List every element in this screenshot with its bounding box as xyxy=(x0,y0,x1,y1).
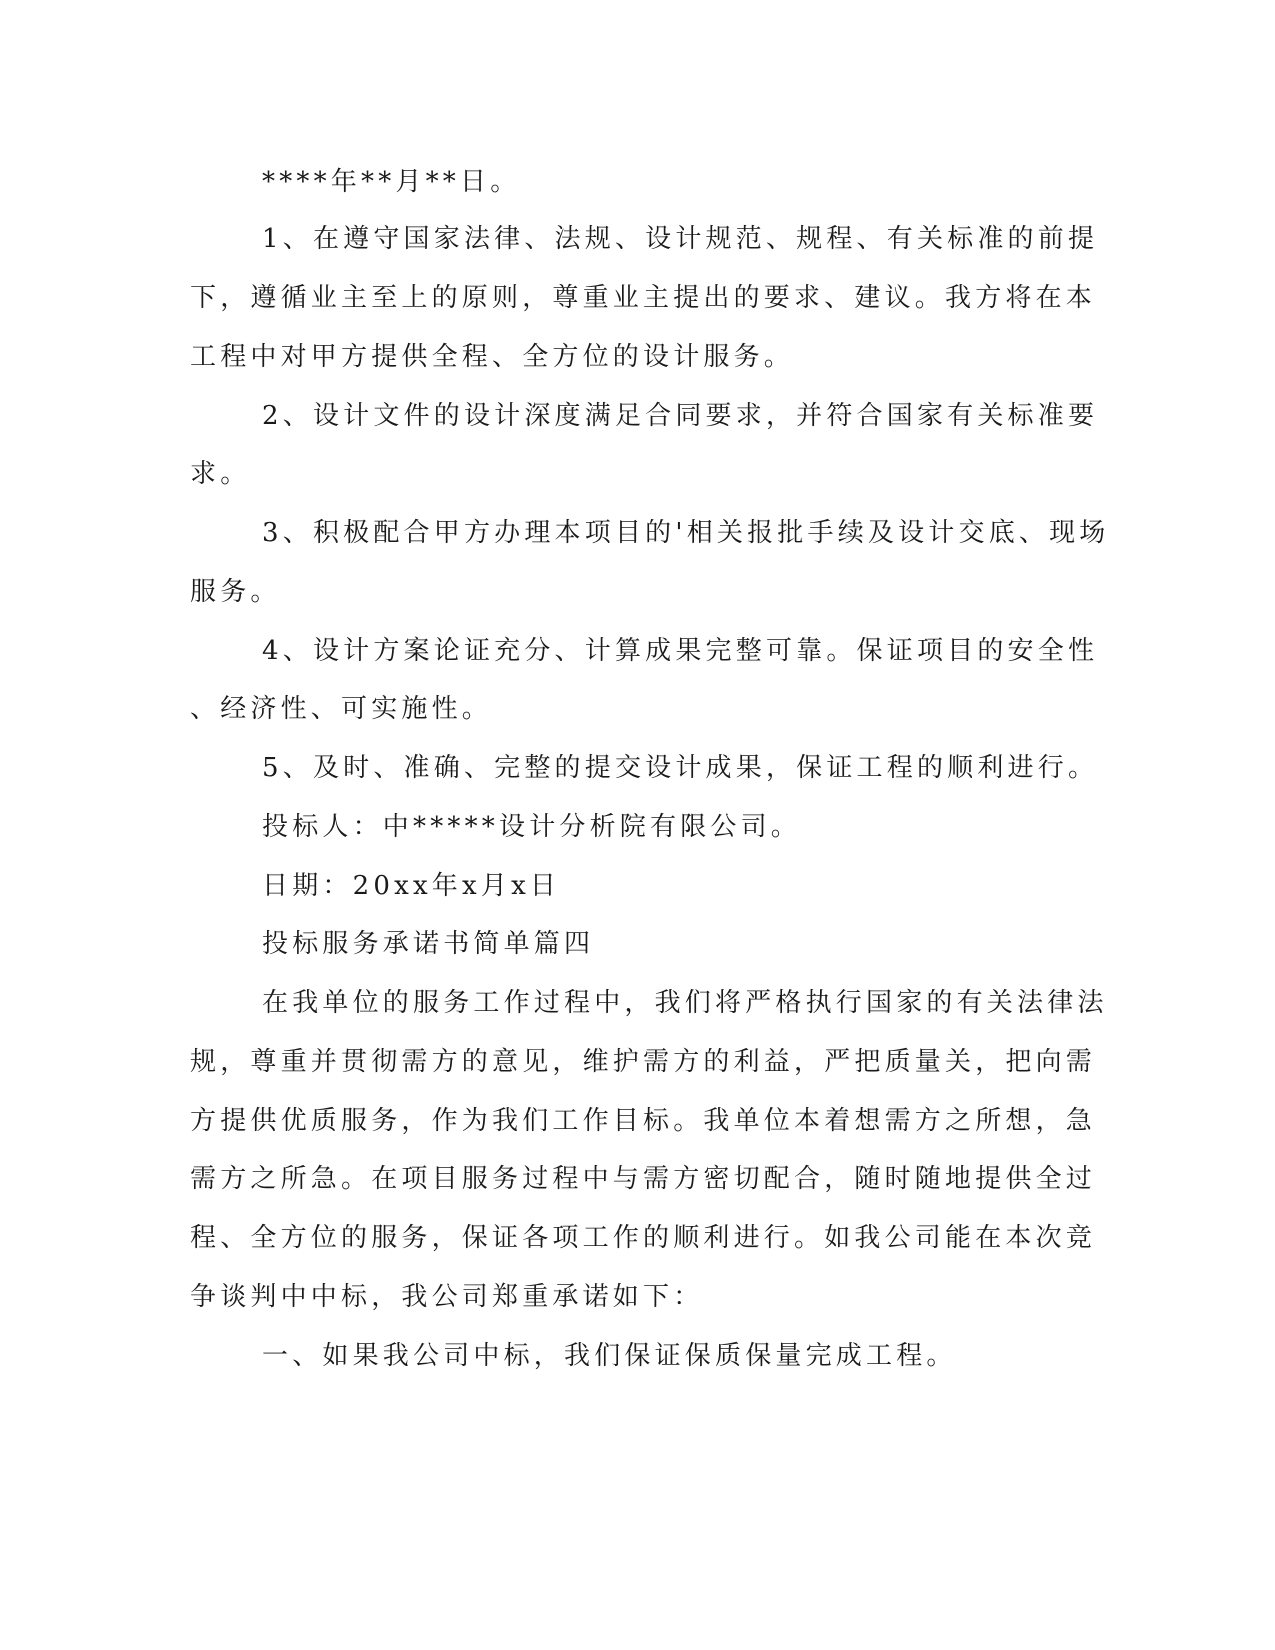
signature-date-line: 日期：20xx年x月x日 xyxy=(262,871,561,901)
paragraph-line: 程、全方位的服务，保证各项工作的顺利进行。如我公司能在本次竞 xyxy=(190,1223,1097,1253)
date-line: ****年**月**日。 xyxy=(262,167,521,197)
paragraph-line: 2、设计文件的设计深度满足合同要求，并符合国家有关标准要 xyxy=(262,401,1099,431)
paragraph-line: 争谈判中中标，我公司郑重承诺如下： xyxy=(190,1282,704,1312)
paragraph-line: 5、及时、准确、完整的提交设计成果，保证工程的顺利进行。 xyxy=(262,753,1099,783)
paragraph-line: 方提供优质服务，作为我们工作目标。我单位本着想需方之所想，急 xyxy=(190,1106,1097,1136)
paragraph-line: 3、积极配合甲方办理本项目的'相关报批手续及设计交底、现场 xyxy=(262,518,1110,548)
paragraph-line: 工程中对甲方提供全程、全方位的设计服务。 xyxy=(190,342,795,372)
bidder-line: 投标人：中*****设计分析院有限公司。 xyxy=(262,812,802,842)
paragraph-line: 需方之所急。在项目服务过程中与需方密切配合，随时随地提供全过 xyxy=(190,1164,1097,1194)
paragraph-line: 服务。 xyxy=(190,577,281,607)
paragraph-line: 4、设计方案论证充分、计算成果完整可靠。保证项目的安全性 xyxy=(262,636,1099,666)
paragraph-line: 、经济性、可实施性。 xyxy=(190,694,493,724)
paragraph-line: 一、如果我公司中标，我们保证保质保量完成工程。 xyxy=(262,1341,957,1371)
paragraph-line: 在我单位的服务工作过程中，我们将严格执行国家的有关法律法 xyxy=(262,988,1108,1018)
paragraph-line: 求。 xyxy=(190,459,251,489)
paragraph-line: 下，遵循业主至上的原则，尊重业主提出的要求、建议。我方将在本 xyxy=(190,283,1097,313)
paragraph-line: 1、在遵守国家法律、法规、设计规范、规程、有关标准的前提 xyxy=(262,224,1099,254)
paragraph-line: 规，尊重并贯彻需方的意见，维护需方的利益，严把质量关，把向需 xyxy=(190,1047,1097,1077)
section-heading: 投标服务承诺书简单篇四 xyxy=(262,929,595,959)
